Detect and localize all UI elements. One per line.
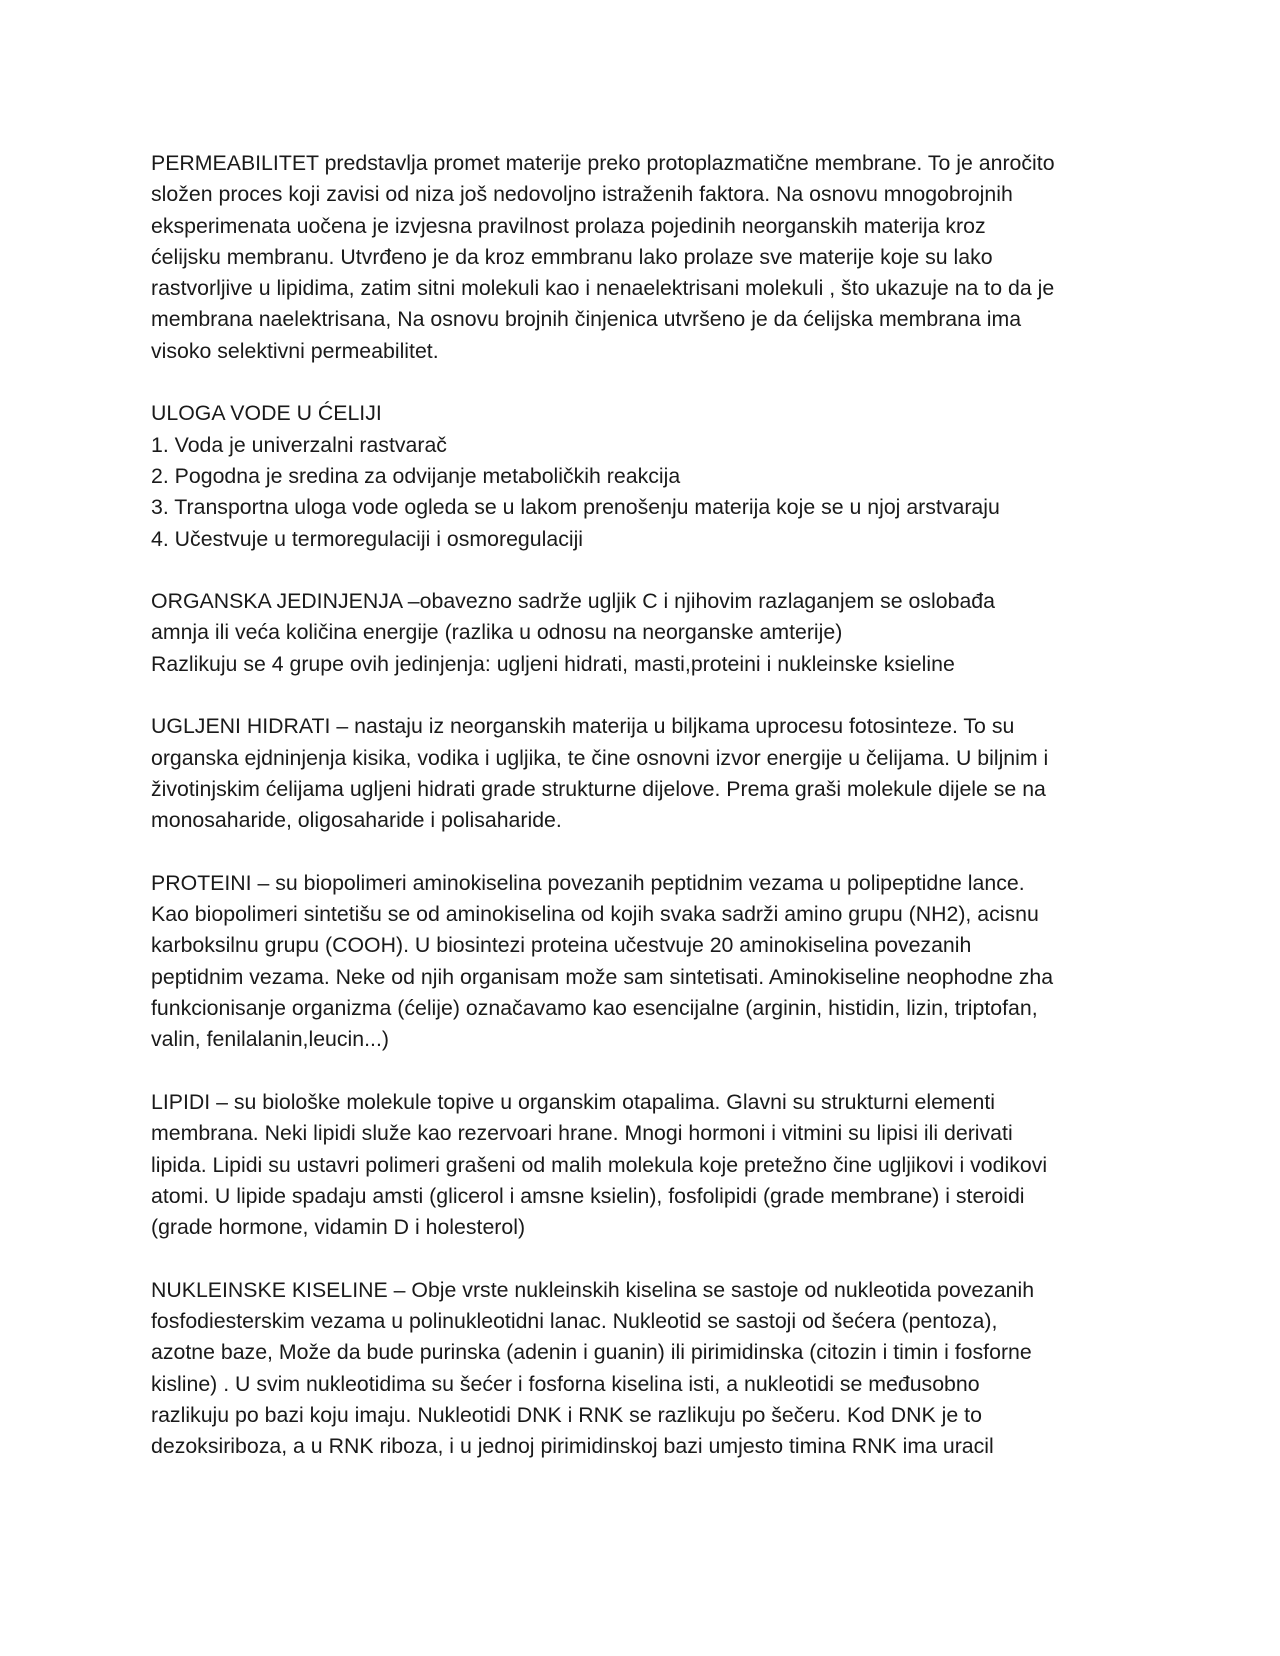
section-heading: ULOGA VODE U ĆELIJI <box>151 401 382 426</box>
text-line: azotne baze, Može da bude purinska (adenin i guanin) ili pirimidinska (citozin i timin i fosforne <box>151 1340 1032 1365</box>
list-item: 4. Učestvuje u termoregulaciji i osmoregulaciji <box>151 526 584 551</box>
document-body <box>151 148 1141 1494</box>
text-line: ćelijsku membranu. Utvrđeno je da kroz emmbranu lako prolaze sve materije koje su lako <box>151 244 993 269</box>
text-line: membrana. Neki lipidi služe kao rezervoari hrane. Mnogi hormoni i vitmini su lipisi ili derivati <box>151 1121 1013 1146</box>
text-line: eksperimenata uočena je izvjesna pravilnost prolaza pojedinih neorganskih materija kroz <box>151 213 986 238</box>
paragraph-lipidi <box>151 1087 1141 1243</box>
paragraph-nukleinske-kiseline <box>151 1275 1141 1463</box>
text-line: rastvorljive u lipidima, zatim sitni molekuli kao i nenaelektrisani molekuli , što ukazuje na to da je <box>151 276 1055 301</box>
text-line: lipida. Lipidi su ustavri polimeri grašeni od malih molekula koje pretežno čine ugljikovi i vodikovi <box>151 1152 1048 1177</box>
text-line: LIPIDI – su biološke molekule topive u organskim otapalima. Glavni su strukturni elementi <box>151 1089 995 1114</box>
list-item: 1. Voda je univerzalni rastvarač <box>151 432 447 457</box>
text-line: organska ejdninjenja kisika, vodika i ugljika, te čine osnovni izvor energije u čelijama. U biljnim i <box>151 745 1049 770</box>
text-line: PROTEINI – su biopolimeri aminokiselina povezanih peptidnim vezama u polipeptidne lance. <box>151 870 1025 895</box>
text-line: fosfodiesterskim vezama u polinukleotidni lanac. Nukleotid se sastoji od šećera (pentoza), <box>151 1308 998 1333</box>
text-line: membrana naelektrisana, Na osnovu brojnih činjenica utvršeno je da ćelijska membrana ima <box>151 307 1022 332</box>
text-line: peptidnim vezama. Neke od njih organisam može sam sintetisati. Aminokiseline neophodne zha <box>151 964 1054 989</box>
list-item: 2. Pogodna je sredina za odvijanje metaboličkih reakcija <box>151 463 681 488</box>
paragraph-proteini <box>151 868 1141 1056</box>
text-line: amnja ili veća količina energije (razlika u odnosu na neorganske amterije) <box>151 620 843 645</box>
section-uloga-vode <box>151 398 1141 554</box>
text-line: UGLJENI HIDRATI – nastaju iz neorganskih materija u biljkama uprocesu fotosinteze. To su <box>151 714 1015 739</box>
text-line: dezoksiriboza, a u RNK riboza, i u jednoj pirimidinskoj bazi umjesto timina RNK ima uracil <box>151 1434 994 1459</box>
text-line: monosaharide, oligosaharide i polisaharide. <box>151 808 562 833</box>
text-line: razlikuju po bazi koju imaju. Nukleotidi DNK i RNK se razlikuju po šečeru. Kod DNK je to <box>151 1402 982 1427</box>
text-line: PERMEABILITET predstavlja promet materije preko protoplazmatične membrane. To je anročito <box>151 151 1055 175</box>
text-line: funkcionisanje organizma (ćelije) označavamo kao esencijalne (arginin, histidin, lizin, triptofan, <box>151 996 1038 1021</box>
text-line: kisline) . U svim nukleotidima su šećer i fosforna kiselina isti, a nukleotidi se međusobno <box>151 1371 980 1396</box>
text-line: ORGANSKA JEDINJENJA –obavezno sadrže ugljik C i njihovim razlaganjem se oslobađa <box>151 589 995 614</box>
text-line: složen proces koji zavisi od niza još nedovoljno istraženih faktora. Na osnovu mnogobrojnih <box>151 182 1013 207</box>
text-line: Kao biopolimeri sintetišu se od aminokiselina od kojih svaka sadrži amino grupu (NH2), acisnu <box>151 902 1039 927</box>
paragraph-ugljeni-hidrati <box>151 711 1141 836</box>
text-line: atomi. U lipide spadaju amsti (glicerol i amsne ksielin), fosfolipidi (grade membrane) i steroidi <box>151 1183 1025 1208</box>
paragraph-organska-jedinjenja <box>151 586 1141 680</box>
list-item: 3. Transportna uloga vode ogleda se u lakom prenošenju materija koje se u njoj arstvaraju <box>151 495 1000 520</box>
text-line: karboksilnu grupu (COOH). U biosintezi proteina učestvuje 20 aminokiselina povezanih <box>151 933 972 958</box>
text-line: životinjskim ćelijama ugljeni hidrati grade strukturne dijelove. Prema graši molekule dijele se na <box>151 776 1046 801</box>
paragraph-permeabilitet <box>151 148 1141 367</box>
text-line: Razlikuju se 4 grupe ovih jedinjenja: ugljeni hidrati, masti,proteini i nukleinske ksieline <box>151 651 955 676</box>
text-line: (grade hormone, vidamin D i holesterol) <box>151 1215 526 1240</box>
text-line: valin, fenilalanin,leucin...) <box>151 1027 389 1052</box>
text-line: NUKLEINSKE KISELINE – Obje vrste nukleinskih kiselina se sastoje od nukleotida povezanih <box>151 1277 1035 1302</box>
text-line: visoko selektivni permeabilitet. <box>151 338 439 363</box>
